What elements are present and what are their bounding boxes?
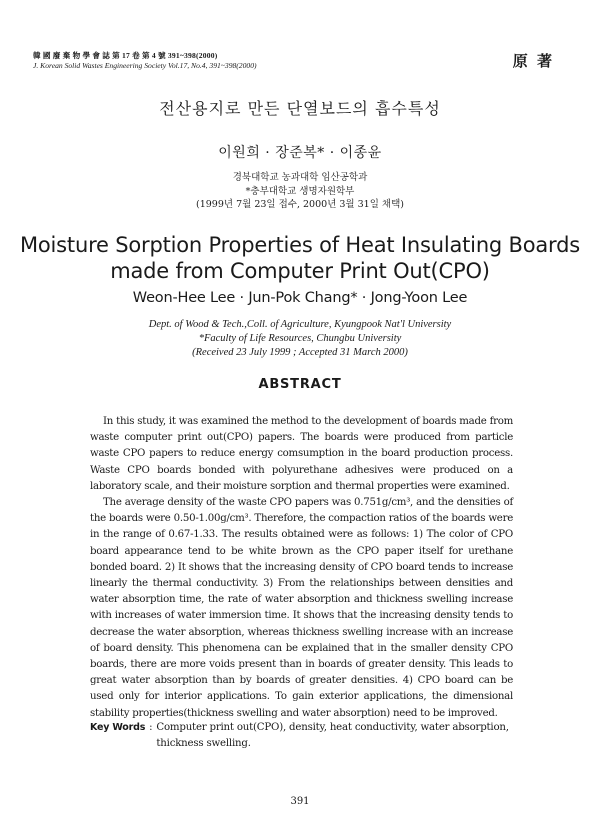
paper-title-korean: 전산용지로 만든 단열보드의 흡수특성: [159, 99, 441, 118]
journal-citation-english: J. Korean Solid Wastes Engineering Society Vol.17, No.4, 391~398(2000): [33, 61, 257, 70]
journal-citation-korean: 韓 國 廢 棄 物 學 會 誌 第 17 卷 第 4 號 391~398(2000): [33, 51, 218, 60]
paper-title-english-line-2: made from Computer Print Out(CPO): [110, 259, 490, 283]
affiliation-korean-2: *충부대학교 생명자원학부: [245, 186, 355, 197]
authors-korean: 이원희 · 장준복* · 이종윤: [218, 145, 382, 161]
keywords-label: Key Words: [90, 722, 146, 733]
received-dates-english: (Received 23 July 1999 ; Accepted 31 March 2000): [192, 347, 408, 358]
paper-title-english: [0, 232, 600, 284]
affiliation-english-1: Dept. of Wood & Tech.,Coll. of Agriculture, Kyungpook Nat'l University: [148, 319, 452, 330]
keywords-text: Computer print out(CPO), density, heat conductivity, water absorption, thickness swelling.: [156, 722, 509, 749]
keywords-colon: :: [149, 722, 153, 733]
abstract-body: [90, 414, 513, 722]
journal-header: [33, 51, 433, 71]
affiliation-english-2: *Faculty of Life Resources, Chungbu University: [198, 333, 402, 344]
received-dates-korean: (1999년 7월 23일 접수, 2000년 3월 31일 채택): [196, 199, 404, 210]
authors-english: Weon-Hee Lee · Jun-Pok Chang* · Jong-Yoon Lee: [132, 290, 468, 306]
abstract-paragraph-1: In this study, it was examined the method to the development of boards made from waste computer print out(CPO) papers. The boards were produced from particle waste CPO papers to reduce energy comsumption in the board production process. Waste CPO boards bonded with polyurethane adhesives were produced on a laboratory scale, and their moisture sorption and thermal properties were examined.: [90, 416, 513, 492]
abstract-heading: ABSTRACT: [258, 377, 342, 392]
page-number: 391: [290, 796, 310, 807]
keywords-section: [90, 720, 520, 752]
article-type-mark: 原 著: [512, 52, 554, 70]
abstract-paragraph-2: The average density of the waste CPO papers was 0.751g/cm³, and the densities of the boards were 0.50-1.00g/cm³. Therefore, the compaction ratios of the boards were in the range of 0.67-1.33. The results obtained were as follows: 1) The color of CPO board appearance tend to be white brown as the CPO paper itself for urethane bonded board. 2) It shows that the increasing density of CPO board tends to increase linearly the thermal conductivity. 3) From the relationships between densities and water absorption time, the rate of water absorption and thickness swelling increase with increases of water immersion time. It shows that the increasing density tends to decrease the water absorption, whereas thickness swelling increase with an increase of board density. This phenomena can be explained that in the smaller density CPO boards, there are more voids present than in boards of greater density. This leads to great water absorption than by boards of greater densities. 4) CPO board can be used only for interior applications. To gain exterior applications, the dimensional stability properties(thickness swelling and water absorption) need to be improved.: [90, 497, 513, 719]
paper-title-english-line-1: Moisture Sorption Properties of Heat Insulating Boards: [19, 233, 580, 257]
affiliation-korean-1: 경북대학교 농과대학 임산공학과: [232, 172, 368, 183]
